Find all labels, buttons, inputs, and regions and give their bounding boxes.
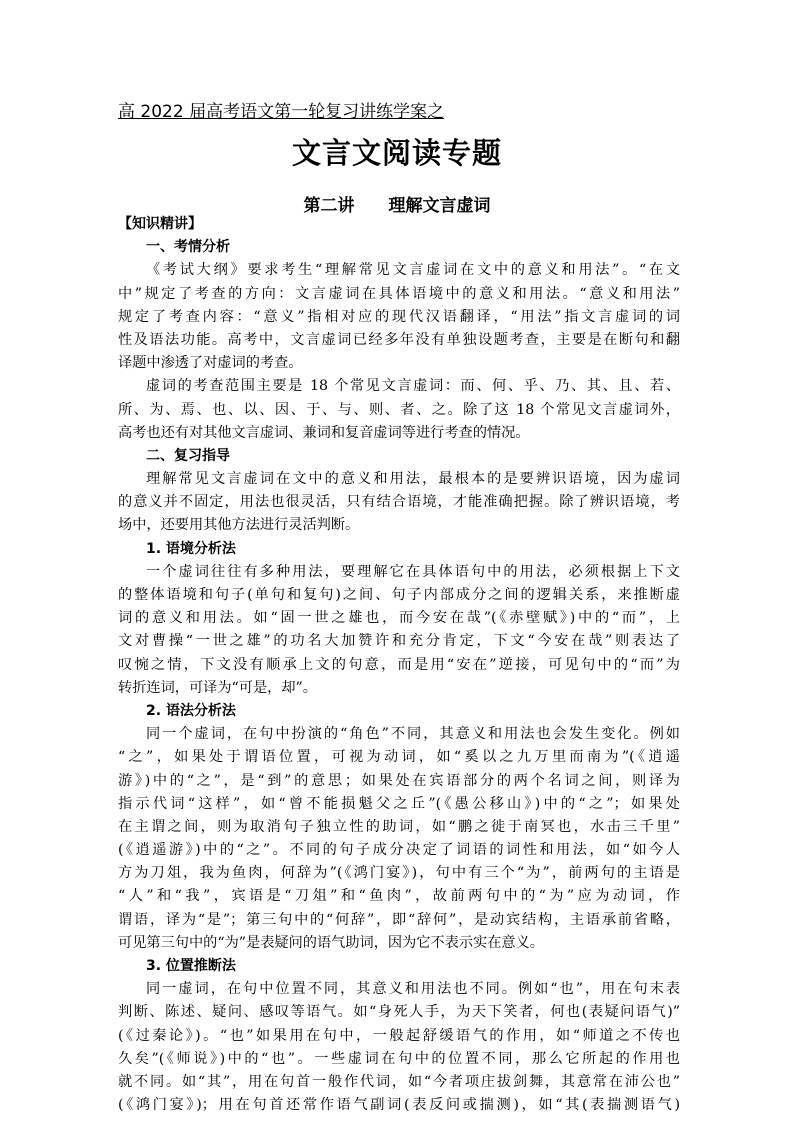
text-line: 一个虚词往往有多种用法，要理解它在具体语句中的用法，必须根据上下文 (146, 563, 680, 580)
text-line: 在主谓之间，则为取消句子独立性的助词，如“鹏之徙于南冥也，水击三千里” (118, 818, 680, 835)
section-heading: 3. 位置推断法 (146, 958, 236, 974)
text-line: 叹惋之情，下文没有顺承上文的句意，而是用“安在”逆接，可见句中的“而”为 (118, 656, 680, 673)
lecture-subtitle: 第二讲 理解文言虚词 (303, 196, 491, 216)
document-body (118, 213, 680, 1117)
page-title: 文言文阅读专题 (291, 136, 502, 170)
text-line: 同一虚词，在句中位置不同，其意义和用法也不同。例如“也”，用在句末表 (146, 981, 680, 998)
text-line: 规定了考查内容：“意义”指相对应的现代汉语翻译，“用法”指文言虚词的词 (118, 308, 680, 325)
text-line: 判断、陈述、疑问、感叹等语气。如“身死人手，为天下笑者，何也(表疑问语气)” (118, 1004, 680, 1021)
text-line: “之”，如果处于谓语位置，可视为动词，如“奚以之九万里而南为”(《逍遥 (118, 749, 680, 766)
section-tag: 【知识精讲】 (118, 216, 202, 232)
text-line: 方为刀俎，我为鱼肉，何辞为”(《鸿门宴》)，句中有三个“为”，前两句的主语是 (118, 865, 680, 882)
section-heading: 2. 语法分析法 (146, 702, 236, 719)
text-line: 所、为、焉、也、以、因、于、与、则、者、之。除了这 18 个常见文言虚词外， (118, 401, 680, 418)
text-line: 译题中渗透了对虚词的考查。 (118, 355, 303, 372)
text-line: 可见第三句中的“为”是表疑问的语气助词，因为它不表示实在意义。 (118, 934, 544, 951)
paragraph-lines (118, 236, 680, 1117)
text-line: 理解常见文言虚词在文中的意义和用法，最根本的是要辨识语境，因为虚词 (146, 471, 680, 488)
text-line: 场中，还要用其他方法进行灵活判断。 (118, 517, 360, 534)
text-line: “人”和“我”，宾语是“刀俎”和“鱼肉”，故前两句中的“为”应为动词，作 (118, 888, 680, 905)
series-header: 高 2022 届高考语文第一轮复习讲练学案之 (118, 102, 445, 122)
text-line: 《考试大纲》要求考生“理解常见文言虚词在文中的意义和用法”。“在文 (146, 262, 680, 279)
text-line: 久矣”(《师说》)中的“也”。一些虚词在句中的位置不同，那么它所起的作用也 (118, 1050, 680, 1067)
section-heading: 二、复习指导 (146, 447, 230, 464)
text-line: 游》)中的“之”，是“到”的意思；如果处在宾语部分的两个名词之间，则译为 (118, 772, 680, 789)
text-line: 的意义并不固定，用法也很灵活，只有结合语境，才能准确把握。除了辨识语境，考 (118, 494, 680, 511)
text-line: 词的意义和用法。如“固一世之雄也，而今安在哉”(《赤壁赋》)中的“而”，上 (118, 610, 680, 627)
text-line: 高考也还有对其他文言虚词、兼词和复音虚词等进行考查的情况。 (118, 424, 530, 441)
text-line: 同一个虚词，在句中扮演的“角色”不同，其意义和用法也会发生变化。例如 (146, 726, 680, 743)
text-line: 性及语法功能。高考中，文言虚词已经多年没有单独设题考查，主要是在断句和翻 (118, 331, 680, 348)
text-line: 虚词的考查范围主要是 18 个常见文言虚词：而、何、乎、乃、其、且、若、 (146, 378, 680, 395)
text-line: 指示代词“这样”，如“曾不能损魁父之丘”(《愚公移山》)中的“之”；如果处 (118, 795, 680, 812)
text-line: 就不同。如“其”，用在句首一般作代词，如“今者项庄拔剑舞，其意常在沛公也” (118, 1073, 680, 1090)
section-heading: 一、考情分析 (146, 239, 230, 256)
text-line: 文对曹操“一世之雄”的功名大加赞许和充分肯定，下文“今安在哉”则表达了 (118, 633, 680, 650)
text-line: 转折连词，可译为“可是，却”。 (118, 679, 317, 696)
text-line: (《鸿门宴》)；用在句首还常作语气副词(表反问或揣测)，如“其(表揣测语气) (118, 1097, 680, 1114)
text-line: 中”规定了考查的方向：文言虚词在具体语境中的意义和用法。“意义和用法” (118, 285, 680, 302)
text-line: 谓语，译为“是”；第三句中的“何辞”，即“辞何”，是动宾结构，主语承前省略， (118, 911, 680, 928)
section-heading: 1. 语境分析法 (146, 540, 236, 557)
text-line: 的整体语境和句子(单句和复句)之间、句子内部成分之间的逻辑关系，来推断虚 (118, 587, 680, 603)
text-line: (《逍遥游》)中的“之”。不同的句子成分决定了词语的词性和用法，如“如今人 (118, 842, 680, 859)
text-line: (《过秦论》)。“也”如果用在句中，一般起舒缓语气的作用，如“师道之不传也 (118, 1027, 680, 1044)
